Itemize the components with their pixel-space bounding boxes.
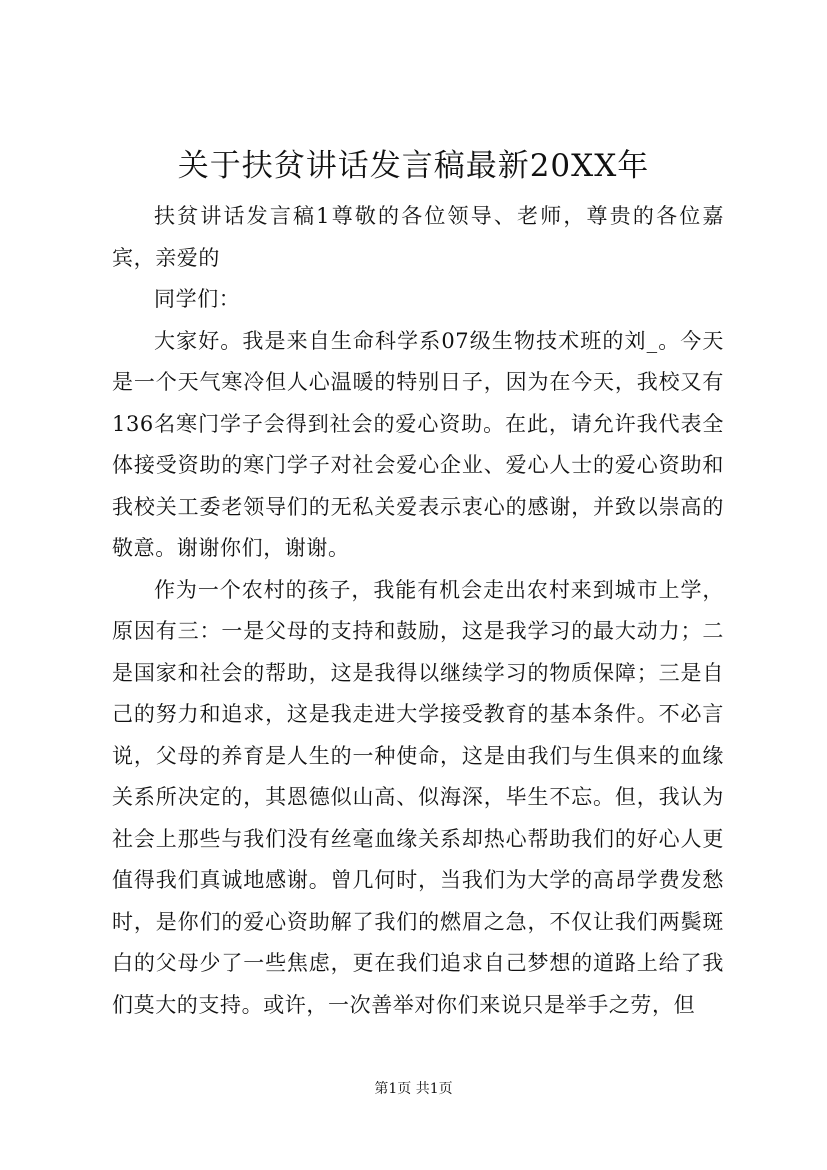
document-body [112,196,724,1026]
paragraph-greeting: 扶贫讲话发言稿1尊敬的各位领导、老师，尊贵的各位嘉宾，亲爱的 [112,204,724,270]
paragraph-introduction: 大家好。我是来自生命科学系07级生物技术班的刘_。今天是一个天气寒冷但人心温暖的特别日子，因为在今天，我校又有136名寒门学子会得到社会的爱心资助。在此，请允许我代表全体接受资助的寒门学子对社会爱心企业、爱心人士的爱心资助和我校关工委老领导们的无私关爱表示衷心的感谢，并致以崇高的敬意。谢谢你们，谢谢。 [112,328,724,560]
document-title: 关于扶贫讲话发言稿最新20XX年 [177,148,650,184]
page-footer: 第1页 共1页 [374,1081,453,1097]
paragraph-gratitude: 作为一个农村的孩子，我能有机会走出农村来到城市上学，原因有三：一是父母的支持和鼓励，这是我学习的最大动力；二是国家和社会的帮助，这是我得以继续学习的物质保障；三是自己的努力和追求，这是我走进大学接受教育的基本条件。不必言说，父母的养育是人生的一种使命，这是由我们与生俱来的血缘关系所决定的，其恩德似山高、似海深，毕生不忘。但，我认为社会上那些与我们没有丝毫血缘关系却热心帮助我们的好心人更值得我们真诚地感谢。曾几何时，当我们为大学的高昂学费发愁时，是你们的爱心资助解了我们的燃眉之急，不仅让我们两鬓斑白的父母少了一些焦虑，更在我们追求自己梦想的道路上给了我们莫大的支持。或许，一次善举对你们来说只是举手之劳，但 [112,577,724,1017]
paragraph-salutation: 同学们： [154,287,241,311]
